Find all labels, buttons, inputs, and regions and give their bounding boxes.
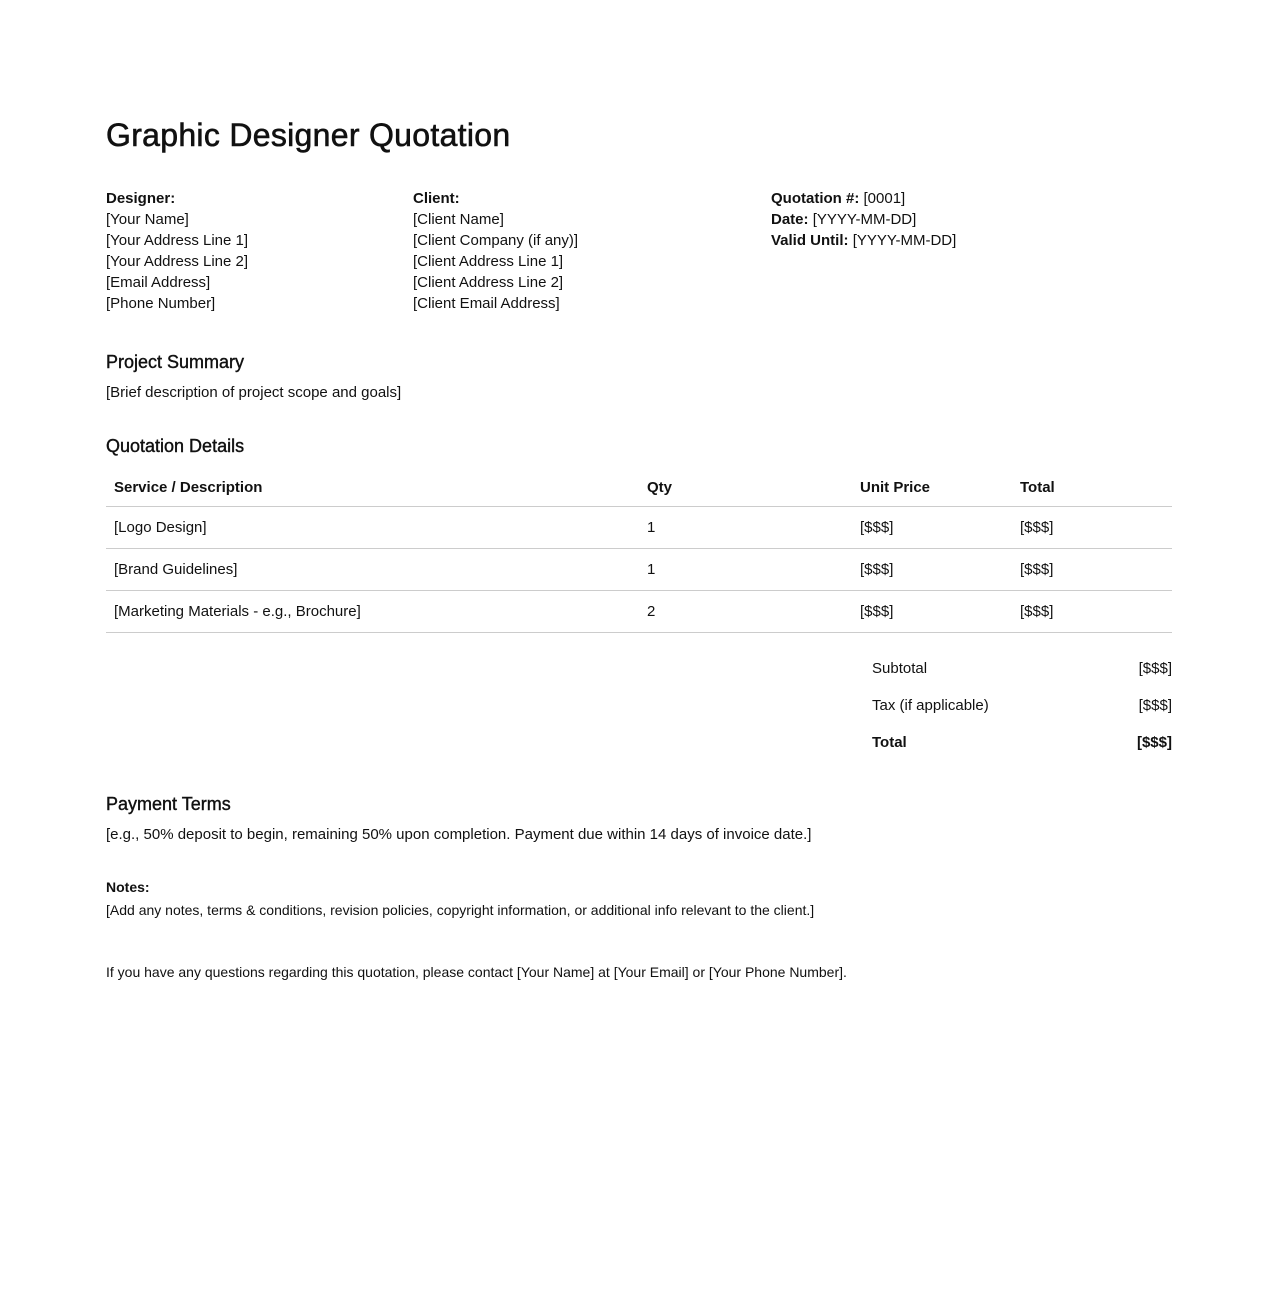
designer-line: [Your Address Line 2] bbox=[106, 253, 249, 270]
column-header-unit-price: Unit Price bbox=[852, 468, 1012, 507]
service-cell: [Brand Guidelines] bbox=[106, 549, 639, 591]
page-title: Graphic Designer Quotation bbox=[106, 117, 511, 153]
designer-line: [Phone Number] bbox=[106, 295, 216, 312]
qty-cell: 1 bbox=[639, 507, 852, 549]
subtotal-value: [$$$] bbox=[1138, 660, 1172, 677]
quotation-table bbox=[106, 468, 1172, 633]
grand-total-row bbox=[872, 724, 1172, 761]
project-summary-text: [Brief description of project scope and goals] bbox=[106, 384, 402, 401]
table-row bbox=[106, 549, 1172, 591]
designer-line: [Your Name] bbox=[106, 211, 189, 228]
unit-price-cell: [$$$] bbox=[852, 591, 1012, 633]
unit-price-cell: [$$$] bbox=[852, 549, 1012, 591]
notes-text: [Add any notes, terms & conditions, revision policies, copyright information, or additional info relevant to the client.] bbox=[106, 902, 815, 918]
total-cell: [$$$] bbox=[1012, 591, 1172, 633]
designer-label: Designer: bbox=[106, 190, 176, 207]
service-cell: [Logo Design] bbox=[106, 507, 639, 549]
table-row bbox=[106, 591, 1172, 633]
unit-price-cell: [$$$] bbox=[852, 507, 1012, 549]
designer-line: [Email Address] bbox=[106, 274, 211, 291]
grand-total-value: [$$$] bbox=[1136, 734, 1172, 751]
date-label: Date: bbox=[771, 211, 809, 228]
tax-label: Tax (if applicable) bbox=[872, 697, 989, 714]
subtotal-row bbox=[872, 650, 1172, 687]
valid-until-label: Valid Until: bbox=[771, 232, 849, 249]
qty-cell: 1 bbox=[639, 549, 852, 591]
client-line: [Client Company (if any)] bbox=[413, 232, 579, 249]
service-cell: [Marketing Materials - e.g., Brochure] bbox=[106, 591, 639, 633]
client-line: [Client Email Address] bbox=[413, 295, 560, 312]
notes-label: Notes: bbox=[106, 879, 150, 895]
client-line: [Client Address Line 2] bbox=[413, 274, 564, 291]
totals-summary bbox=[872, 650, 1172, 761]
date-value: [YYYY-MM-DD] bbox=[812, 211, 917, 228]
subtotal-label: Subtotal bbox=[872, 660, 928, 677]
tax-value: [$$$] bbox=[1138, 697, 1172, 714]
designer-line: [Your Address Line 1] bbox=[106, 232, 249, 249]
project-summary-heading: Project Summary bbox=[106, 352, 245, 372]
qty-cell: 2 bbox=[639, 591, 852, 633]
table-row bbox=[106, 507, 1172, 549]
client-line: [Client Address Line 1] bbox=[413, 253, 564, 270]
column-header-service: Service / Description bbox=[106, 468, 639, 507]
tax-row bbox=[872, 687, 1172, 724]
column-header-qty: Qty bbox=[639, 468, 852, 507]
designer-info bbox=[106, 188, 248, 314]
column-header-total: Total bbox=[1012, 468, 1172, 507]
quotation-number-label: Quotation #: bbox=[771, 190, 860, 207]
quotation-details-heading: Quotation Details bbox=[106, 436, 245, 456]
total-cell: [$$$] bbox=[1012, 507, 1172, 549]
valid-until-value: [YYYY-MM-DD] bbox=[852, 232, 957, 249]
client-label: Client: bbox=[413, 190, 460, 207]
total-cell: [$$$] bbox=[1012, 549, 1172, 591]
quotation-number-value: [0001] bbox=[863, 190, 906, 207]
grand-total-label: Total bbox=[872, 734, 907, 751]
payment-terms-text: [e.g., 50% deposit to begin, remaining 50% upon completion. Payment due within 14 days of invoice date.] bbox=[106, 826, 812, 843]
contact-text: If you have any questions regarding this quotation, please contact [Your Name] at [Your Email] or [Your Phone Number]. bbox=[106, 964, 847, 980]
client-info bbox=[413, 188, 578, 314]
quotation-meta bbox=[771, 188, 956, 251]
client-line: [Client Name] bbox=[413, 211, 504, 228]
table-header-row bbox=[106, 468, 1172, 507]
payment-terms-heading: Payment Terms bbox=[106, 794, 231, 814]
